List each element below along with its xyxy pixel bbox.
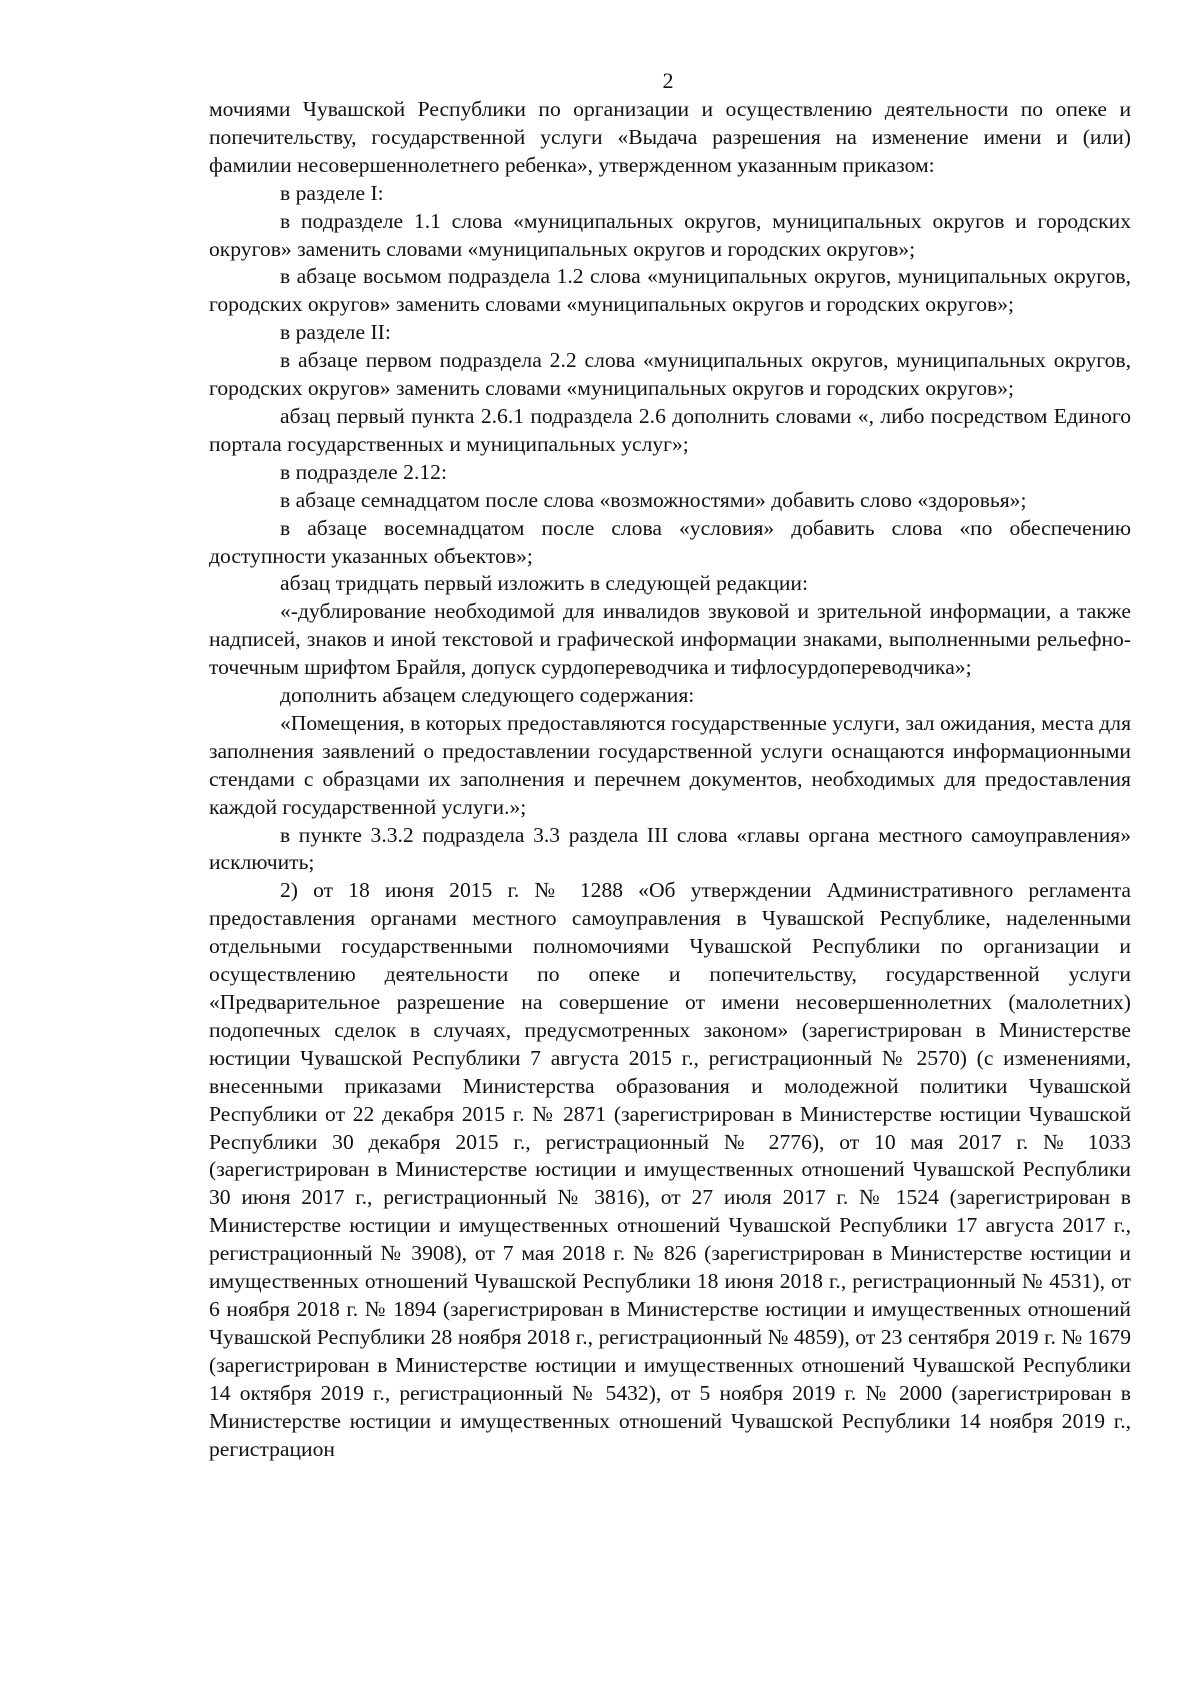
paragraph-16: 2) от 18 июня 2015 г. № 1288 «Об утверждении Административного регламента предоставления органами местного самоуправления в Чувашской Республике, наделенными отдельными государственными полномочиями Чувашской Республики по организации и осуществлению деятельности по опеке и попечительству, государственной услуги «Предварительное разрешение на совершение от имени несовершеннолетних (малолетних) подопечных сделок в случаях, предусмотренных законом» (зарегистрирован в Министерстве юстиции Чувашской Республики 7 августа 2015 г., регистрационный № 2570) (с изменениями, внесенными приказами Министерства образования и молодежной политики Чувашской Республики от 22 декабря 2015 г. № 2871 (зарегистрирован в Министерстве юстиции Чувашской Республики 30 декабря 2015 г., регистрационный № 2776), от 10 мая 2017 г. № 1033 (зарегистрирован в Министерстве юстиции и имущественных отношений Чувашской Республики 30 июня 2017 г., регистрационный № 3816), от 27 июля 2017 г. № 1524 (зарегистрирован в Министерстве юстиции и имущественных отношений Чувашской Республики 17 августа 2017 г., регистрационный № 3908), от 7 мая 2018 г. № 826 (зарегистрирован в Министерстве юстиции и имущественных отношений Чувашской Республики 18 июня 2018 г., регистрационный № 4531), от 6 ноября 2018 г. № 1894 (зарегистрирован в Министерстве юстиции и имущественных отношений Чувашской Республики 28 ноября 2018 г., регистрационный № 4859), от 23 сентября 2019 г. № 1679 (зарегистрирован в Министерстве юстиции и имущественных отношений Чувашской Республики 14 октября 2019 г., регистрационный № 5432), от 5 ноября 2019 г. № 2000 (зарегистрирован в Министерстве юстиции и имущественных отношений Чувашской Республики 14 ноября 2019 г., регистрацион <box>209 878 1131 1461</box>
paragraph-13: дополнить абзацем следующего содержания: <box>280 683 695 708</box>
page-number: 2 <box>662 68 674 93</box>
paragraph-3: в подразделе 1.1 слова «муниципальных округов, муниципальных округов и городских округов» заменить словами «муниципальных округов и городских округов»; <box>209 208 1131 261</box>
paragraph-10: в абзаце восемнадцатом после слова «условия» добавить слова «по обеспечению доступности указанных объектов»; <box>209 515 1131 568</box>
paragraph-15: в пункте 3.3.2 подраздела 3.3 раздела III слова «главы органа местного самоуправления» исключить; <box>209 822 1131 875</box>
paragraph-8: в подразделе 2.12: <box>280 459 447 484</box>
paragraph-6: в абзаце первом подраздела 2.2 слова «муниципальных округов, муниципальных округов, городских округов» заменить словами «муниципальных округов и городских округов»; <box>209 348 1131 401</box>
paragraph-4: в абзаце восьмом подраздела 1.2 слова «муниципальных округов, муниципальных округов, городских округов» заменить словами «муниципальных округов и городских округов»; <box>209 264 1131 317</box>
paragraph-11: абзац тридцать первый изложить в следующей редакции: <box>280 571 808 596</box>
paragraph-12: «-дублирование необходимой для инвалидов звуковой и зрительной информации, а также надписей, знаков и иной текстовой и графической информации знаками, выполненными рельефно-точечным шрифтом Брайля, допуск сурдопереводчика и тифлосурдопереводчика»; <box>209 599 1131 680</box>
paragraph-2: в разделе I: <box>280 180 384 205</box>
document-body <box>209 96 1131 1463</box>
paragraph-14: «Помещения, в которых предоставляются государственные услуги, зал ожидания, места для заполнения заявлений о предоставлении государственной услуги оснащаются информационными стендами с образцами их заполнения и перечнем документов, необходимых для предоставления каждой государственной услуги.»; <box>209 710 1131 819</box>
paragraph-7: абзац первый пункта 2.6.1 подраздела 2.6 дополнить словами «, либо посредством Единого портала государственных и муниципальных услуг»; <box>209 403 1131 456</box>
paragraph-5: в разделе II: <box>280 320 391 345</box>
paragraph-9: в абзаце семнадцатом после слова «возможностями» добавить слово «здоровья»; <box>280 487 1027 512</box>
paragraph-1: мочиями Чувашской Республики по организации и осуществлению деятельности по опеке и попечительству, государственной услуги «Выдача разрешения на изменение имени и (или) фамилии несовершеннолетнего ребенка», утвержденном указанным приказом: <box>209 97 1131 177</box>
